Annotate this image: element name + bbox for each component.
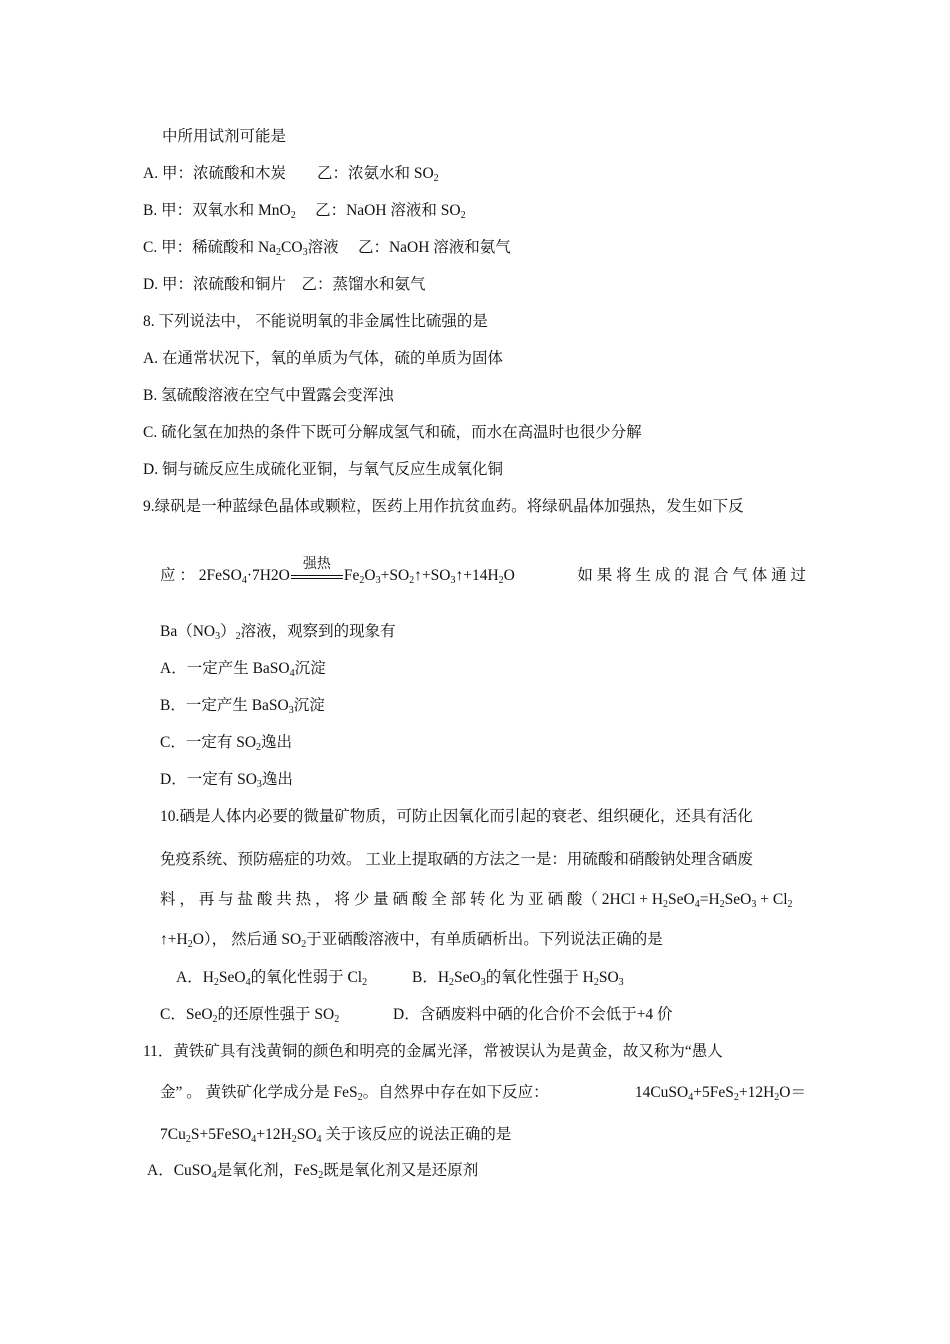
q11-option-a: A．CuSO$_4$是氧化剂，FeS$_2$既是氧化剂又是还原剂 [147, 1162, 479, 1181]
q10-option-a: A．$H_2SeO_4$的氧化性弱于 $Cl_2$ [176, 969, 368, 988]
q7-option-a: A. 甲：浓硫酸和木炭 乙：浓氨水和 $SO_2$ [143, 165, 439, 184]
q9-option-b: B．一定产生 BaSO$_3$沉淀 [160, 697, 325, 716]
q10-option-d: D．含硒废料中硒的化合价不会低于+4 价 [393, 1006, 673, 1023]
q8-option-d: D. 铜与硫反应生成硫化亚铜，与氧气反应生成氧化铜 [143, 461, 503, 478]
q7-option-b: B. 甲：双氧水和 MnO$_2$ 乙：NaOH 溶液和 $SO_2$ [143, 202, 466, 221]
q9-option-d: D．一定有 $SO_3$逸出 [160, 771, 293, 790]
q8-option-b: B. 氢硫酸溶液在空气中置露会变浑浊 [143, 387, 394, 404]
q10-option-b: B．$H_2SeO_3$的氧化性强于 $H_2SO_3$ [412, 969, 624, 988]
q11-line3: $7Cu_2S+5FeSO_4+12H_2SO_4$ 关于该反应的说法正确的是 [160, 1126, 512, 1145]
q9-line3: $Ba(NO_3)_2$溶液，观察到的现象有 [160, 623, 396, 642]
heat-condition-arrow: 强热 [291, 568, 343, 584]
q9-equation-line: 应 ： 2FeSO$_4$·7H2O 强热 $Fe_2O_3+SO_2↑+SO_3↑+14H_2O$ 如 果 将 生 成 的 混 合 气 体 通 过 [160, 556, 806, 586]
q10-line4: $↑+H_2O$）， 然后通 $SO_2$于亚硒酸溶液中，有单质硒析出。下列说法正确的是 [160, 931, 663, 950]
q7-option-c: C. 甲：稀硫酸和 $Na_2CO_3$溶液 乙：NaOH 溶液和氨气 [143, 239, 511, 258]
q11-line1: 11．黄铁矿具有浅黄铜的颜色和明亮的金属光泽，常被误认为是黄金，故又称为“愚人 [143, 1043, 723, 1060]
q8-option-a: A. 在通常状况下，氧的单质为气体，硫的单质为固体 [143, 350, 503, 367]
q8-stem: 8. 下列说法中， 不能说明氧的非金属性比硫强的是 [143, 313, 488, 330]
q10-line1: 10.硒是人体内必要的微量矿物质，可防止因氧化而引起的衰老、组织硬化，还具有活化 [160, 808, 753, 825]
q8-option-c: C. 硫化氢在加热的条件下既可分解成氢气和硫，而水在高温时也很少分解 [143, 424, 642, 441]
q9-option-c: C．一定有 $SO_2$逸出 [160, 734, 293, 753]
q10-option-c: C．SeO$_2$的还原性强于 $SO_2$ [160, 1006, 340, 1025]
q10-line3: 料 ， 再 与 盐 酸 共 热 ， 将 少 量 硒 酸 全 部 转 化 为 亚 硒 酸（ $2HCl + H_2SeO_4=H_2SeO_3 + Cl_2$ [160, 891, 793, 910]
q7-stem: 中所用试剂可能是 [162, 128, 287, 145]
q10-line2: 免疫系统、预防癌症的功效。 工业上提取硒的方法之一是：用硫酸和硝酸钠处理含硒废 [160, 851, 753, 868]
q9-option-a: A．一定产生 BaSO$_4$沉淀 [160, 660, 326, 679]
q11-line2: 金” 。 黄铁矿化学成分是 FeS$_2$。自然界中存在如下反应： $14CuSO_4+5FeS_2+12H_2O=$ [160, 1084, 806, 1103]
q7-option-d: D. 甲：浓硫酸和铜片 乙：蒸馏水和氨气 [143, 276, 426, 293]
q9-stem: 9.绿矾是一种蓝绿色晶体或颗粒，医药上用作抗贫血药。将绿矾晶体加强热，发生如下反 [143, 498, 744, 515]
